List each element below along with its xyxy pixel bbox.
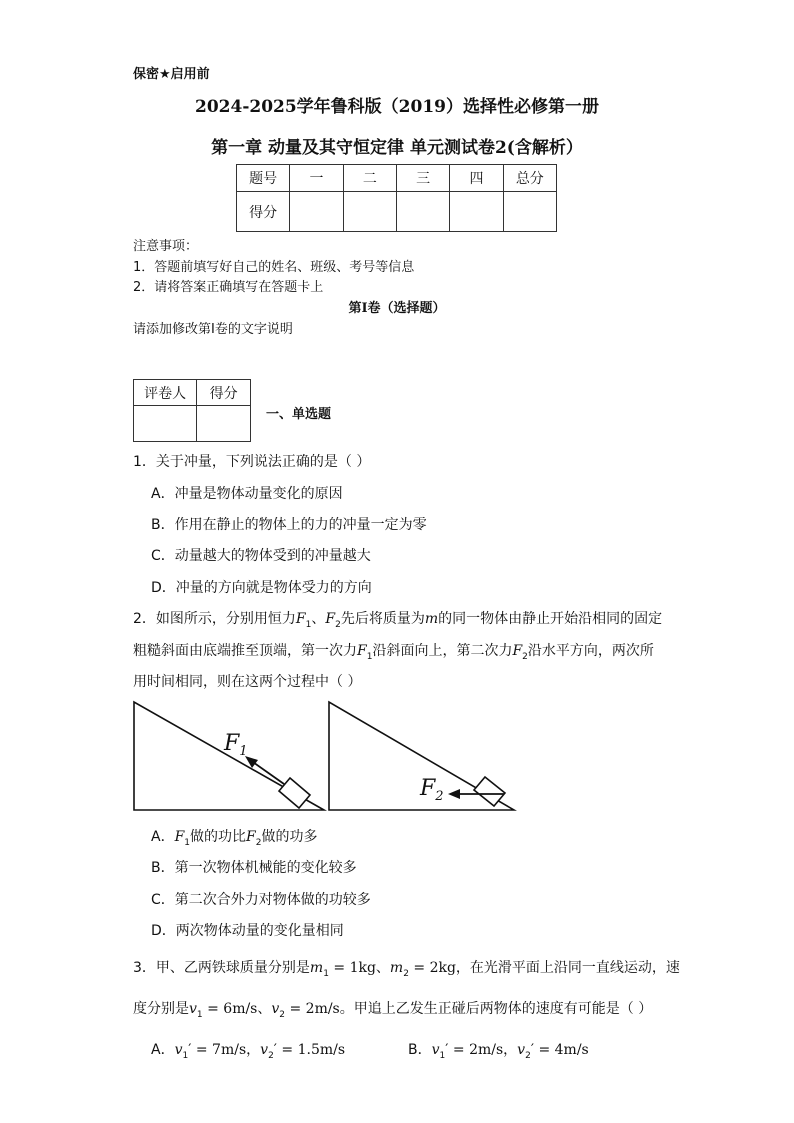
q3-value: = 1.5m/s <box>276 1042 346 1058</box>
grader-table <box>133 379 251 442</box>
section-title: 一、单选题 <box>266 407 332 422</box>
q3-var-v: v <box>174 1042 183 1058</box>
force-f2-arrowhead <box>448 789 460 799</box>
q2-var-f: F <box>512 643 523 659</box>
q3-sub: 1 <box>182 1050 189 1061</box>
question-1-option-c[interactable]: C．动量越大的物体受到的冲量越大 <box>151 548 371 564</box>
q3-var-v: v <box>517 1042 526 1058</box>
q3-value: = 2m/s <box>285 1001 340 1017</box>
score-row-label: 得分 <box>237 192 290 232</box>
q2-text: 沿斜面向上，第二次力 <box>372 643 513 659</box>
q3-prime: ′ <box>530 1042 535 1058</box>
q2-text: 粗糙斜面由底端推至顶端，第一次力 <box>133 643 357 659</box>
q3-sub: 2 <box>403 968 409 979</box>
q2-text: 先后将质量为 <box>340 611 425 627</box>
q2-var-f: F <box>174 829 185 845</box>
q2-option-label: A． <box>151 829 175 845</box>
q3-value: = 6m/s <box>202 1001 258 1017</box>
q2-sub: 1 <box>366 651 373 662</box>
block-1 <box>279 778 310 808</box>
q3-prime: ′ <box>188 1042 192 1058</box>
q3-value: = 2kg <box>408 960 456 976</box>
q3-prime: ′ <box>273 1042 277 1058</box>
q2-var-f: F <box>357 643 367 659</box>
q2-var-f: F <box>295 611 306 627</box>
score-header-cell: 一 <box>290 165 343 192</box>
notes-item: 1．答题前填写好自己的姓名、班级、考号等信息 <box>133 260 415 275</box>
q3-comma: ， <box>503 1042 518 1058</box>
score-cell[interactable] <box>450 192 503 232</box>
q3-prime: ′ <box>445 1042 449 1058</box>
q3-text: 。甲追上乙发生正碰后两物体的速度有可能是（ ） <box>339 1001 653 1017</box>
q2-sep: 、 <box>311 611 326 627</box>
q3-sep: 、 <box>375 960 390 976</box>
question-3-line1 <box>133 957 680 979</box>
q3-text: ，在光滑平面上沿同一直线运动，速 <box>455 960 680 976</box>
q3-value: = 1kg <box>328 960 376 976</box>
grader-header-cell: 得分 <box>197 380 251 406</box>
q3-option-label: B． <box>408 1042 432 1058</box>
q3-var-v: v <box>189 1001 197 1017</box>
q3-var-m: m <box>309 960 324 976</box>
page-subtitle: 第一章 动量及其守恒定律 单元测试卷2(含解析） <box>211 138 583 158</box>
q3-text: 度分别是 <box>133 1001 189 1017</box>
question-2-option-d[interactable]: D．两次物体动量的变化量相同 <box>151 923 344 939</box>
score-cell[interactable] <box>503 192 556 232</box>
grader-cell[interactable] <box>197 406 251 442</box>
score-table <box>236 164 557 232</box>
q3-text: 3．甲、乙两铁球质量分别是 <box>133 960 310 976</box>
q3-option-label: A． <box>151 1042 175 1058</box>
q3-var-m: m <box>389 960 404 976</box>
q2-text: 沿水平方向，两次所 <box>527 643 654 659</box>
q2-sub: 1 <box>305 619 312 630</box>
q2-var-f: F <box>246 829 256 845</box>
q3-sep: 、 <box>257 1001 272 1017</box>
q2-text: 2．如图所示，分别用恒力 <box>133 611 296 627</box>
notes-item: 2．请将答案正确填写在答题卡上 <box>133 280 324 295</box>
page-title: 2024-2025学年鲁科版（2019）选择性必修第一册 <box>195 97 599 117</box>
score-cell[interactable] <box>343 192 396 232</box>
q3-var-v: v <box>431 1042 440 1058</box>
score-header-cell: 题号 <box>237 165 290 192</box>
question-1-option-d[interactable]: D．冲量的方向就是物体受力的方向 <box>151 580 372 596</box>
q3-comma: ， <box>246 1042 261 1058</box>
grader-cell[interactable] <box>134 406 197 442</box>
volume-description: 请添加修改第I卷的文字说明 <box>133 322 293 337</box>
q2-text: 的同一物体由静止开始沿相同的固定 <box>438 611 663 627</box>
question-3-line2 <box>133 998 652 1020</box>
q3-value: = 4m/s <box>534 1042 589 1058</box>
score-header-cell: 三 <box>396 165 449 192</box>
q2-text: 做的功比 <box>190 829 247 845</box>
question-2-line1 <box>133 608 662 630</box>
incline-2 <box>329 702 514 810</box>
score-header-cell: 总分 <box>503 165 556 192</box>
q3-var-v: v <box>260 1042 269 1058</box>
question-3-option-a[interactable] <box>151 1039 345 1061</box>
question-2-option-b[interactable]: B．第一次物体机械能的变化较多 <box>151 860 357 876</box>
score-cell[interactable] <box>290 192 343 232</box>
volume-title: 第I卷（选择题） <box>348 301 446 316</box>
force-f2-label: $F_2$ <box>420 776 444 804</box>
q3-sub: 2 <box>279 1009 286 1020</box>
grader-header-cell: 评卷人 <box>134 380 197 406</box>
incline-1 <box>134 702 324 810</box>
force-f1-label: $F_1$ <box>224 731 248 759</box>
q2-var-f: F <box>325 611 336 627</box>
q3-sub: 1 <box>196 1009 203 1020</box>
question-1-option-a[interactable]: A．冲量是物体动量变化的原因 <box>151 486 343 502</box>
q3-sub: 2 <box>268 1050 274 1061</box>
question-2-option-a[interactable] <box>151 826 317 848</box>
secret-mark: 保密★启用前 <box>133 67 210 82</box>
question-2-line2 <box>133 640 654 662</box>
incline-figure <box>130 698 530 814</box>
notes-title: 注意事项： <box>133 239 199 254</box>
q2-sub: 2 <box>522 651 528 662</box>
question-2-line3: 用时间相同，则在这两个过程中（ ） <box>133 674 362 690</box>
question-1-stem: 1．关于冲量，下列说法正确的是（ ） <box>133 454 371 470</box>
q3-value: = 7m/s <box>191 1042 247 1058</box>
score-header-cell: 四 <box>450 165 503 192</box>
q3-value: = 2m/s <box>448 1042 504 1058</box>
q3-sub: 1 <box>439 1050 446 1061</box>
question-3-option-b[interactable] <box>408 1039 589 1061</box>
q3-var-v: v <box>271 1001 280 1017</box>
question-1-option-b[interactable]: B．作用在静止的物体上的力的冲量一定为零 <box>151 517 427 533</box>
q2-sub: 2 <box>255 837 262 848</box>
q3-sub: 2 <box>525 1050 531 1061</box>
q3-sub: 1 <box>323 968 329 979</box>
q2-sub: 1 <box>184 837 191 848</box>
score-header-cell: 二 <box>343 165 396 192</box>
q2-sub: 2 <box>335 619 341 630</box>
score-cell[interactable] <box>396 192 449 232</box>
q2-var-m: m <box>424 611 439 627</box>
question-2-option-c[interactable]: C．第二次合外力对物体做的功较多 <box>151 892 371 908</box>
q2-text: 做的功多 <box>261 829 318 845</box>
